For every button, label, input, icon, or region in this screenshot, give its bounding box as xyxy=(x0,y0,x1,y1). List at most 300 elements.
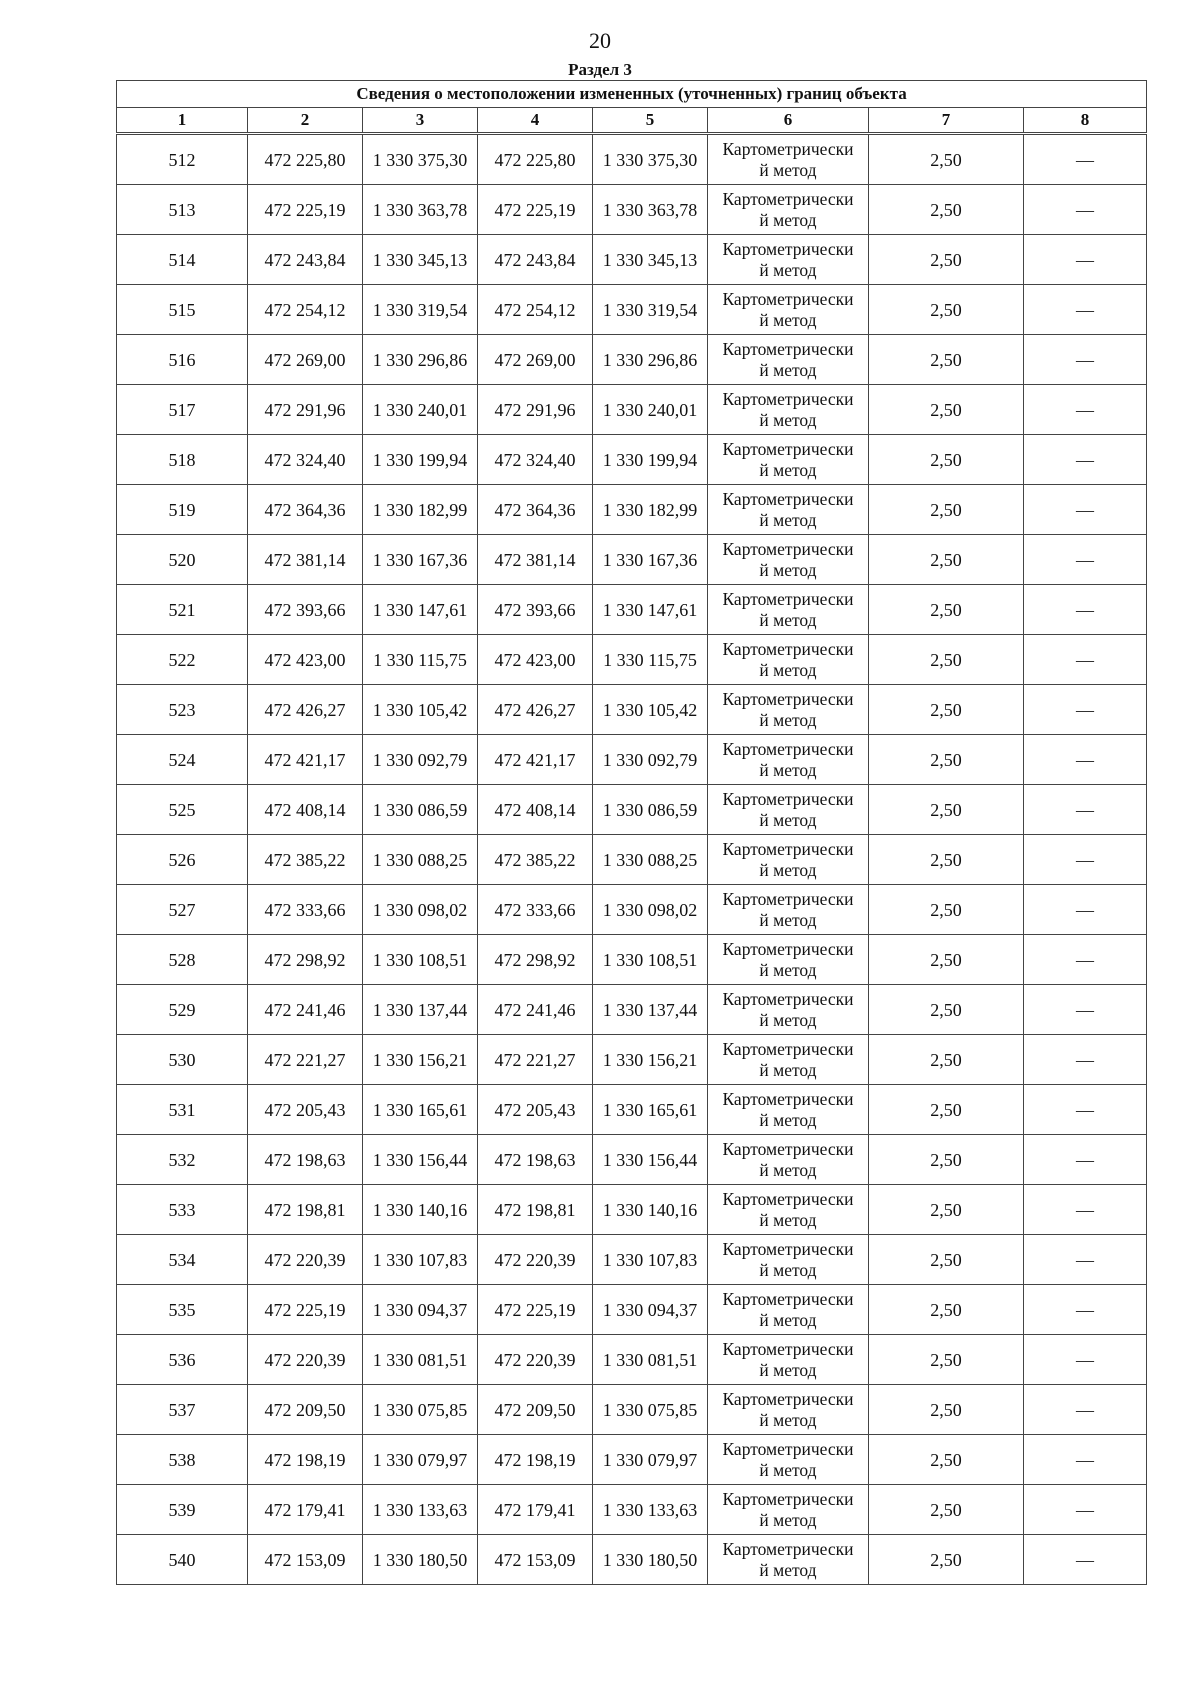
method-line-1: Картометрически xyxy=(722,1188,854,1209)
x-coordinate-new: 472 198,63 xyxy=(478,1135,593,1185)
method-line-2: й метод xyxy=(759,1109,817,1130)
point-number: 534 xyxy=(117,1235,248,1285)
y-coordinate-new: 1 330 156,44 xyxy=(593,1135,708,1185)
table-row xyxy=(117,685,1147,735)
x-coordinate-new: 472 381,14 xyxy=(478,535,593,585)
method-cell xyxy=(708,135,869,185)
point-number: 517 xyxy=(117,385,248,435)
x-coordinate-old: 472 225,80 xyxy=(248,135,363,185)
accuracy-value: 2,50 xyxy=(869,635,1024,685)
accuracy-value: 2,50 xyxy=(869,1535,1024,1585)
table-row xyxy=(117,585,1147,635)
y-coordinate-old: 1 330 180,50 xyxy=(363,1535,478,1585)
description-dash: — xyxy=(1024,285,1147,335)
method-cell xyxy=(708,785,869,835)
table-row xyxy=(117,335,1147,385)
method-cell xyxy=(708,835,869,885)
y-coordinate-new: 1 330 137,44 xyxy=(593,985,708,1035)
method-line-2: й метод xyxy=(759,1509,817,1530)
accuracy-value: 2,50 xyxy=(869,1335,1024,1385)
description-dash: — xyxy=(1024,685,1147,735)
column-number-7: 7 xyxy=(869,108,1024,133)
method-cell xyxy=(708,885,869,935)
method-line-2: й метод xyxy=(759,659,817,680)
method-line-1: Картометрически xyxy=(722,1338,854,1359)
method-cell xyxy=(708,285,869,335)
x-coordinate-old: 472 220,39 xyxy=(248,1235,363,1285)
table-row xyxy=(117,1435,1147,1485)
y-coordinate-old: 1 330 094,37 xyxy=(363,1285,478,1335)
accuracy-value: 2,50 xyxy=(869,235,1024,285)
method-line-1: Картометрически xyxy=(722,1488,854,1509)
description-dash: — xyxy=(1024,1535,1147,1585)
column-number-4: 4 xyxy=(478,108,593,133)
method-line-1: Картометрически xyxy=(722,688,854,709)
x-coordinate-new: 472 291,96 xyxy=(478,385,593,435)
y-coordinate-new: 1 330 363,78 xyxy=(593,185,708,235)
method-line-1: Картометрически xyxy=(722,438,854,459)
table-row xyxy=(117,935,1147,985)
accuracy-value: 2,50 xyxy=(869,1085,1024,1135)
method-cell xyxy=(708,385,869,435)
method-cell xyxy=(708,585,869,635)
x-coordinate-old: 472 364,36 xyxy=(248,485,363,535)
x-coordinate-old: 472 198,63 xyxy=(248,1135,363,1185)
method-line-2: й метод xyxy=(759,1159,817,1180)
coordinates-table xyxy=(116,80,1147,1585)
x-coordinate-new: 472 254,12 xyxy=(478,285,593,335)
x-coordinate-old: 472 254,12 xyxy=(248,285,363,335)
table-row xyxy=(117,1335,1147,1385)
x-coordinate-new: 472 298,92 xyxy=(478,935,593,985)
table-row xyxy=(117,635,1147,685)
method-line-1: Картометрически xyxy=(722,1538,854,1559)
method-line-2: й метод xyxy=(759,359,817,380)
table-row xyxy=(117,1485,1147,1535)
method-cell xyxy=(708,1435,869,1485)
method-line-2: й метод xyxy=(759,959,817,980)
description-dash: — xyxy=(1024,1135,1147,1185)
y-coordinate-old: 1 330 165,61 xyxy=(363,1085,478,1135)
y-coordinate-new: 1 330 108,51 xyxy=(593,935,708,985)
method-line-1: Картометрически xyxy=(722,338,854,359)
table-row xyxy=(117,735,1147,785)
method-line-1: Картометрически xyxy=(722,538,854,559)
description-dash: — xyxy=(1024,735,1147,785)
point-number: 523 xyxy=(117,685,248,735)
method-cell xyxy=(708,1135,869,1185)
point-number: 532 xyxy=(117,1135,248,1185)
description-dash: — xyxy=(1024,585,1147,635)
y-coordinate-old: 1 330 319,54 xyxy=(363,285,478,335)
point-number: 525 xyxy=(117,785,248,835)
y-coordinate-old: 1 330 081,51 xyxy=(363,1335,478,1385)
method-line-2: й метод xyxy=(759,1559,817,1580)
accuracy-value: 2,50 xyxy=(869,885,1024,935)
x-coordinate-old: 472 221,27 xyxy=(248,1035,363,1085)
table-caption: Сведения о местоположении измененных (уточненных) границ объекта xyxy=(117,81,1147,108)
x-coordinate-new: 472 179,41 xyxy=(478,1485,593,1535)
x-coordinate-new: 472 198,81 xyxy=(478,1185,593,1235)
y-coordinate-new: 1 330 092,79 xyxy=(593,735,708,785)
point-number: 526 xyxy=(117,835,248,885)
y-coordinate-new: 1 330 140,16 xyxy=(593,1185,708,1235)
accuracy-value: 2,50 xyxy=(869,285,1024,335)
x-coordinate-new: 472 221,27 xyxy=(478,1035,593,1085)
column-number-3: 3 xyxy=(363,108,478,133)
accuracy-value: 2,50 xyxy=(869,1235,1024,1285)
point-number: 516 xyxy=(117,335,248,385)
column-number-row xyxy=(117,108,1147,133)
description-dash: — xyxy=(1024,935,1147,985)
x-coordinate-new: 472 241,46 xyxy=(478,985,593,1035)
accuracy-value: 2,50 xyxy=(869,585,1024,635)
x-coordinate-old: 472 241,46 xyxy=(248,985,363,1035)
x-coordinate-old: 472 381,14 xyxy=(248,535,363,585)
description-dash: — xyxy=(1024,485,1147,535)
y-coordinate-old: 1 330 108,51 xyxy=(363,935,478,985)
x-coordinate-old: 472 385,22 xyxy=(248,835,363,885)
method-line-2: й метод xyxy=(759,1309,817,1330)
accuracy-value: 2,50 xyxy=(869,685,1024,735)
method-line-1: Картометрически xyxy=(722,1088,854,1109)
column-number-1: 1 xyxy=(117,108,248,133)
x-coordinate-old: 472 426,27 xyxy=(248,685,363,735)
column-number-5: 5 xyxy=(593,108,708,133)
method-cell xyxy=(708,1335,869,1385)
y-coordinate-new: 1 330 180,50 xyxy=(593,1535,708,1585)
y-coordinate-old: 1 330 075,85 xyxy=(363,1385,478,1435)
point-number: 519 xyxy=(117,485,248,535)
column-number-2: 2 xyxy=(248,108,363,133)
description-dash: — xyxy=(1024,1335,1147,1385)
accuracy-value: 2,50 xyxy=(869,335,1024,385)
method-line-1: Картометрически xyxy=(722,738,854,759)
y-coordinate-old: 1 330 182,99 xyxy=(363,485,478,535)
x-coordinate-old: 472 209,50 xyxy=(248,1385,363,1435)
x-coordinate-new: 472 385,22 xyxy=(478,835,593,885)
y-coordinate-new: 1 330 088,25 xyxy=(593,835,708,885)
description-dash: — xyxy=(1024,435,1147,485)
method-line-1: Картометрически xyxy=(722,188,854,209)
method-cell xyxy=(708,1185,869,1235)
y-coordinate-old: 1 330 156,21 xyxy=(363,1035,478,1085)
y-coordinate-old: 1 330 115,75 xyxy=(363,635,478,685)
method-cell xyxy=(708,1385,869,1435)
method-line-2: й метод xyxy=(759,559,817,580)
point-number: 513 xyxy=(117,185,248,235)
description-dash: — xyxy=(1024,1435,1147,1485)
method-line-1: Картометрически xyxy=(722,288,854,309)
table-row xyxy=(117,1385,1147,1435)
y-coordinate-new: 1 330 319,54 xyxy=(593,285,708,335)
y-coordinate-old: 1 330 147,61 xyxy=(363,585,478,635)
x-coordinate-old: 472 225,19 xyxy=(248,185,363,235)
method-line-1: Картометрически xyxy=(722,1438,854,1459)
table-row xyxy=(117,1535,1147,1585)
x-coordinate-new: 472 364,36 xyxy=(478,485,593,535)
x-coordinate-old: 472 333,66 xyxy=(248,885,363,935)
x-coordinate-new: 472 225,19 xyxy=(478,185,593,235)
table-row xyxy=(117,535,1147,585)
table-row xyxy=(117,1035,1147,1085)
method-line-2: й метод xyxy=(759,509,817,530)
accuracy-value: 2,50 xyxy=(869,1385,1024,1435)
x-coordinate-new: 472 153,09 xyxy=(478,1535,593,1585)
x-coordinate-old: 472 393,66 xyxy=(248,585,363,635)
method-line-2: й метод xyxy=(759,1409,817,1430)
y-coordinate-old: 1 330 375,30 xyxy=(363,135,478,185)
method-line-2: й метод xyxy=(759,909,817,930)
accuracy-value: 2,50 xyxy=(869,835,1024,885)
method-cell xyxy=(708,1535,869,1585)
y-coordinate-new: 1 330 167,36 xyxy=(593,535,708,585)
method-line-1: Картометрически xyxy=(722,1288,854,1309)
x-coordinate-new: 472 421,17 xyxy=(478,735,593,785)
x-coordinate-new: 472 220,39 xyxy=(478,1235,593,1285)
x-coordinate-old: 472 220,39 xyxy=(248,1335,363,1385)
table-row xyxy=(117,1185,1147,1235)
y-coordinate-new: 1 330 182,99 xyxy=(593,485,708,535)
y-coordinate-old: 1 330 140,16 xyxy=(363,1185,478,1235)
method-line-2: й метод xyxy=(759,859,817,880)
x-coordinate-old: 472 291,96 xyxy=(248,385,363,435)
y-coordinate-old: 1 330 105,42 xyxy=(363,685,478,735)
method-cell xyxy=(708,985,869,1035)
point-number: 512 xyxy=(117,135,248,185)
section-title: Раздел 3 xyxy=(568,60,632,79)
method-cell xyxy=(708,235,869,285)
method-cell xyxy=(708,335,869,385)
description-dash: — xyxy=(1024,135,1147,185)
method-cell xyxy=(708,1235,869,1285)
method-line-2: й метод xyxy=(759,709,817,730)
point-number: 538 xyxy=(117,1435,248,1485)
y-coordinate-new: 1 330 081,51 xyxy=(593,1335,708,1385)
accuracy-value: 2,50 xyxy=(869,135,1024,185)
description-dash: — xyxy=(1024,535,1147,585)
x-coordinate-new: 472 269,00 xyxy=(478,335,593,385)
y-coordinate-old: 1 330 156,44 xyxy=(363,1135,478,1185)
table-body xyxy=(117,135,1147,1585)
y-coordinate-old: 1 330 137,44 xyxy=(363,985,478,1035)
x-coordinate-old: 472 225,19 xyxy=(248,1285,363,1335)
description-dash: — xyxy=(1024,235,1147,285)
method-cell xyxy=(708,935,869,985)
point-number: 531 xyxy=(117,1085,248,1135)
point-number: 536 xyxy=(117,1335,248,1385)
method-line-2: й метод xyxy=(759,1059,817,1080)
accuracy-value: 2,50 xyxy=(869,385,1024,435)
point-number: 520 xyxy=(117,535,248,585)
accuracy-value: 2,50 xyxy=(869,1035,1024,1085)
table-row xyxy=(117,485,1147,535)
description-dash: — xyxy=(1024,635,1147,685)
y-coordinate-old: 1 330 296,86 xyxy=(363,335,478,385)
method-line-1: Картометрически xyxy=(722,1388,854,1409)
y-coordinate-new: 1 330 105,42 xyxy=(593,685,708,735)
description-dash: — xyxy=(1024,385,1147,435)
page-number: 20 xyxy=(589,28,611,53)
description-dash: — xyxy=(1024,1235,1147,1285)
y-coordinate-new: 1 330 147,61 xyxy=(593,585,708,635)
y-coordinate-new: 1 330 165,61 xyxy=(593,1085,708,1135)
table-row xyxy=(117,1085,1147,1135)
y-coordinate-new: 1 330 075,85 xyxy=(593,1385,708,1435)
method-line-1: Картометрически xyxy=(722,788,854,809)
y-coordinate-new: 1 330 240,01 xyxy=(593,385,708,435)
description-dash: — xyxy=(1024,335,1147,385)
description-dash: — xyxy=(1024,1185,1147,1235)
accuracy-value: 2,50 xyxy=(869,985,1024,1035)
point-number: 515 xyxy=(117,285,248,335)
y-coordinate-old: 1 330 079,97 xyxy=(363,1435,478,1485)
column-number-6: 6 xyxy=(708,108,869,133)
accuracy-value: 2,50 xyxy=(869,1185,1024,1235)
accuracy-value: 2,50 xyxy=(869,1135,1024,1185)
y-coordinate-new: 1 330 098,02 xyxy=(593,885,708,935)
x-coordinate-old: 472 153,09 xyxy=(248,1535,363,1585)
y-coordinate-old: 1 330 088,25 xyxy=(363,835,478,885)
accuracy-value: 2,50 xyxy=(869,1485,1024,1535)
point-number: 539 xyxy=(117,1485,248,1535)
point-number: 530 xyxy=(117,1035,248,1085)
accuracy-value: 2,50 xyxy=(869,435,1024,485)
method-cell xyxy=(708,1485,869,1535)
method-line-1: Картометрически xyxy=(722,1138,854,1159)
method-cell xyxy=(708,1085,869,1135)
y-coordinate-new: 1 330 079,97 xyxy=(593,1435,708,1485)
y-coordinate-new: 1 330 345,13 xyxy=(593,235,708,285)
method-line-2: й метод xyxy=(759,459,817,480)
method-cell xyxy=(708,185,869,235)
point-number: 522 xyxy=(117,635,248,685)
method-cell xyxy=(708,1285,869,1335)
description-dash: — xyxy=(1024,835,1147,885)
point-number: 521 xyxy=(117,585,248,635)
y-coordinate-new: 1 330 199,94 xyxy=(593,435,708,485)
accuracy-value: 2,50 xyxy=(869,185,1024,235)
y-coordinate-old: 1 330 345,13 xyxy=(363,235,478,285)
method-line-2: й метод xyxy=(759,1359,817,1380)
accuracy-value: 2,50 xyxy=(869,1285,1024,1335)
accuracy-value: 2,50 xyxy=(869,1435,1024,1485)
point-number: 518 xyxy=(117,435,248,485)
y-coordinate-old: 1 330 167,36 xyxy=(363,535,478,585)
method-cell xyxy=(708,535,869,585)
x-coordinate-old: 472 324,40 xyxy=(248,435,363,485)
description-dash: — xyxy=(1024,185,1147,235)
x-coordinate-old: 472 269,00 xyxy=(248,335,363,385)
x-coordinate-new: 472 225,19 xyxy=(478,1285,593,1335)
accuracy-value: 2,50 xyxy=(869,485,1024,535)
x-coordinate-new: 472 324,40 xyxy=(478,435,593,485)
method-line-2: й метод xyxy=(759,1459,817,1480)
method-line-2: й метод xyxy=(759,209,817,230)
column-number-8: 8 xyxy=(1024,108,1147,133)
table-row xyxy=(117,1285,1147,1335)
accuracy-value: 2,50 xyxy=(869,785,1024,835)
point-number: 529 xyxy=(117,985,248,1035)
y-coordinate-new: 1 330 086,59 xyxy=(593,785,708,835)
x-coordinate-old: 472 198,19 xyxy=(248,1435,363,1485)
y-coordinate-old: 1 330 107,83 xyxy=(363,1235,478,1285)
method-line-1: Картометрически xyxy=(722,588,854,609)
method-line-2: й метод xyxy=(759,1009,817,1030)
method-line-2: й метод xyxy=(759,259,817,280)
x-coordinate-old: 472 205,43 xyxy=(248,1085,363,1135)
table-row xyxy=(117,185,1147,235)
point-number: 524 xyxy=(117,735,248,785)
method-line-1: Картометрически xyxy=(722,138,854,159)
method-line-2: й метод xyxy=(759,1209,817,1230)
method-line-2: й метод xyxy=(759,409,817,430)
point-number: 540 xyxy=(117,1535,248,1585)
method-line-1: Картометрически xyxy=(722,938,854,959)
method-line-1: Картометрически xyxy=(722,488,854,509)
table-row xyxy=(117,235,1147,285)
method-cell xyxy=(708,635,869,685)
y-coordinate-old: 1 330 098,02 xyxy=(363,885,478,935)
x-coordinate-new: 472 205,43 xyxy=(478,1085,593,1135)
method-line-1: Картометрически xyxy=(722,988,854,1009)
y-coordinate-new: 1 330 094,37 xyxy=(593,1285,708,1335)
point-number: 537 xyxy=(117,1385,248,1435)
table-row xyxy=(117,1235,1147,1285)
table-row xyxy=(117,1135,1147,1185)
y-coordinate-old: 1 330 199,94 xyxy=(363,435,478,485)
table-row xyxy=(117,885,1147,935)
method-line-2: й метод xyxy=(759,309,817,330)
table-row xyxy=(117,285,1147,335)
x-coordinate-new: 472 408,14 xyxy=(478,785,593,835)
description-dash: — xyxy=(1024,785,1147,835)
x-coordinate-old: 472 408,14 xyxy=(248,785,363,835)
description-dash: — xyxy=(1024,1085,1147,1135)
x-coordinate-old: 472 421,17 xyxy=(248,735,363,785)
x-coordinate-old: 472 198,81 xyxy=(248,1185,363,1235)
accuracy-value: 2,50 xyxy=(869,735,1024,785)
method-line-1: Картометрически xyxy=(722,238,854,259)
point-number: 514 xyxy=(117,235,248,285)
x-coordinate-new: 472 426,27 xyxy=(478,685,593,735)
x-coordinate-old: 472 298,92 xyxy=(248,935,363,985)
y-coordinate-new: 1 330 115,75 xyxy=(593,635,708,685)
x-coordinate-new: 472 243,84 xyxy=(478,235,593,285)
table-header xyxy=(117,81,1147,135)
method-cell xyxy=(708,1035,869,1085)
method-line-1: Картометрически xyxy=(722,1238,854,1259)
method-line-1: Картометрически xyxy=(722,838,854,859)
y-coordinate-old: 1 330 092,79 xyxy=(363,735,478,785)
point-number: 527 xyxy=(117,885,248,935)
method-line-2: й метод xyxy=(759,759,817,780)
method-line-1: Картометрически xyxy=(722,1038,854,1059)
description-dash: — xyxy=(1024,1285,1147,1335)
point-number: 533 xyxy=(117,1185,248,1235)
accuracy-value: 2,50 xyxy=(869,535,1024,585)
x-coordinate-new: 472 393,66 xyxy=(478,585,593,635)
table-row xyxy=(117,435,1147,485)
method-cell xyxy=(708,435,869,485)
x-coordinate-old: 472 243,84 xyxy=(248,235,363,285)
description-dash: — xyxy=(1024,1035,1147,1085)
table-row xyxy=(117,835,1147,885)
point-number: 528 xyxy=(117,935,248,985)
method-cell xyxy=(708,485,869,535)
x-coordinate-new: 472 423,00 xyxy=(478,635,593,685)
table-row xyxy=(117,785,1147,835)
